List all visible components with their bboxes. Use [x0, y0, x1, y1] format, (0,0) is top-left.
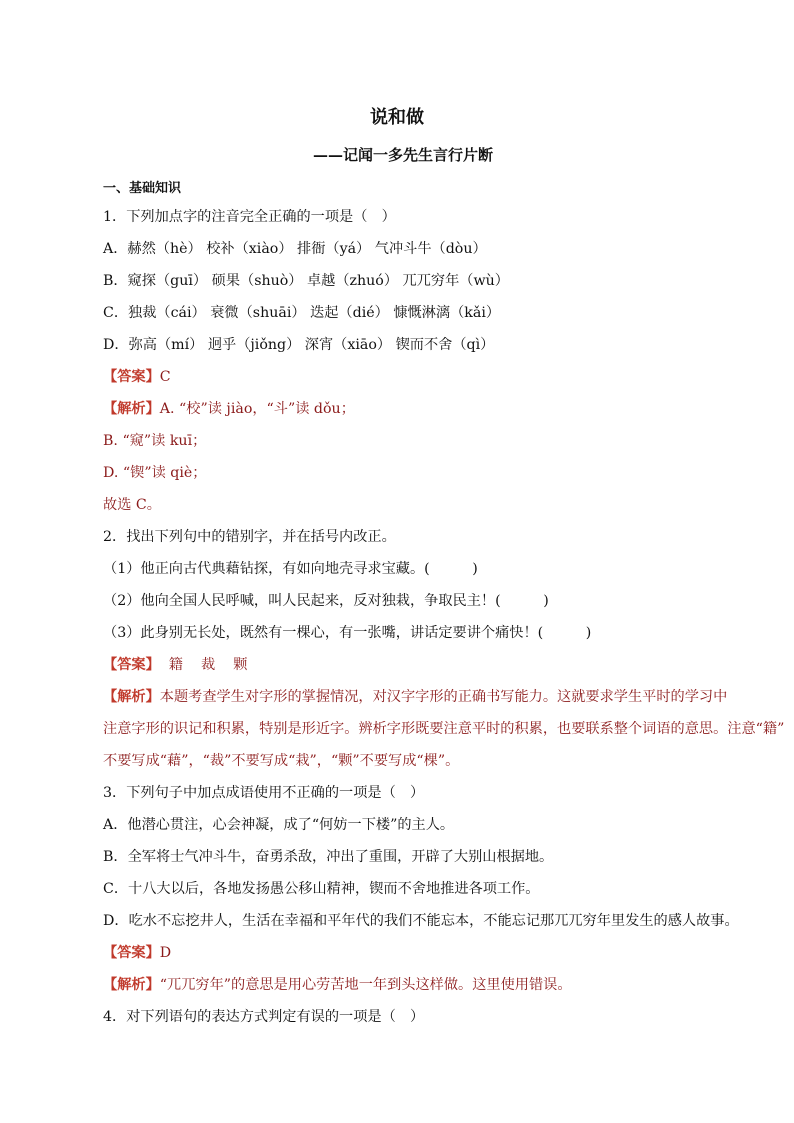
section-heading: 一、基础知识 — [103, 181, 182, 196]
q3-answer — [103, 944, 171, 962]
q4-stem: 4．对下列语句的表达方式判定有误的一项是（ ） — [103, 1009, 425, 1025]
q3-answer-value: D — [159, 945, 172, 961]
page-title: 说和做 — [370, 107, 424, 128]
q2-answer-value: 籍 裁 颗 — [159, 657, 248, 673]
q2-item-1: （1）他正向古代典藉钻探，有如向地壳寻求宝藏。( ) — [103, 561, 478, 577]
q3-option-b: B．全军将士气冲斗牛，奋勇杀敌，冲出了重围，开辟了大别山根据地。 — [103, 849, 554, 865]
q3-analysis-text: “兀兀穷年”的意思是用心劳苦地一年到头这样做。这里使用错误。 — [159, 977, 572, 993]
q1-option-c: C．独裁（cái） 衰微（shuāi） 迭起（dié） 慷慨淋漓（kǎi） — [103, 305, 501, 321]
q3-option-a: A．他潜心贯注，心会神凝，成了“何妨一下楼”的主人。 — [103, 817, 455, 833]
q3-option-d: D．吃水不忘挖井人，生活在幸福和平年代的我们不能忘本，不能忘记那兀兀穷年里发生的感人故事。 — [103, 913, 739, 929]
q3-stem: 3．下列句子中加点成语使用不正确的一项是（ ） — [103, 785, 425, 801]
q3-analysis-line — [103, 976, 572, 994]
analysis-label: 【解析】 — [103, 401, 160, 417]
q2-stem: 2．找出下列句中的错别字，并在括号内改正。 — [103, 529, 396, 545]
q1-option-b: B．窥探（guī） 硕果（shuò） 卓越（zhuó） 兀兀穷年（wù） — [103, 273, 509, 289]
q2-item-2: （2）他向全国人民呼喊，叫人民起来，反对独栽，争取民主！( ) — [103, 593, 549, 609]
q1-analysis-line — [103, 400, 355, 418]
q1-option-a: A．赫然（hè） 校补（xiào） 排衙（yá） 气冲斗牛（dòu） — [103, 241, 487, 257]
q1-stem: 1．下列加点字的注音完全正确的一项是（ ） — [103, 209, 396, 225]
q2-answer — [103, 656, 247, 674]
q2-analysis-line: 不要写成“藉”，“裁”不要写成“栽”，“颗”不要写成“棵”。 — [103, 753, 460, 769]
analysis-label: 【解析】 — [103, 689, 160, 705]
q1-analysis-text: A. “校”读 jiào，“斗”读 dǒu； — [159, 401, 355, 417]
answer-label: 【答案】 — [103, 945, 160, 961]
q3-option-c: C．十八大以后，各地发扬愚公移山精神，锲而不舍地推进各项工作。 — [103, 881, 540, 897]
q2-item-3: （3）此身别无长处，既然有一棵心，有一张嘴，讲话定要讲个痛快！( ) — [103, 625, 592, 641]
q2-analysis-line: 注意字形的识记和积累，特别是形近字。辨析字形既要注意平时的积累，也要联系整个词语的意思。注意“籍” — [103, 721, 785, 737]
q1-analysis-line: 故选 C。 — [103, 497, 161, 513]
q2-analysis-text: 本题考查学生对字形的掌握情况，对汉字字形的正确书写能力。这就要求学生平时的学习中 — [159, 689, 728, 705]
q1-analysis-line: B. “窥”读 kuī； — [103, 433, 207, 449]
answer-label: 【答案】 — [103, 657, 160, 673]
answer-label: 【答案】 — [103, 369, 160, 385]
q1-answer-value: C — [159, 369, 171, 385]
page-subtitle: ——记闻一多先生言行片断 — [313, 146, 494, 164]
q1-analysis-line: D. “锲”读 qiè； — [103, 465, 207, 481]
q1-answer — [103, 368, 171, 386]
q2-analysis-line — [103, 688, 727, 706]
analysis-label: 【解析】 — [103, 977, 160, 993]
q1-option-d: D．弥高（mí） 迥乎（jiǒng） 深宵（xiāo） 锲而不舍（qì） — [103, 337, 495, 353]
